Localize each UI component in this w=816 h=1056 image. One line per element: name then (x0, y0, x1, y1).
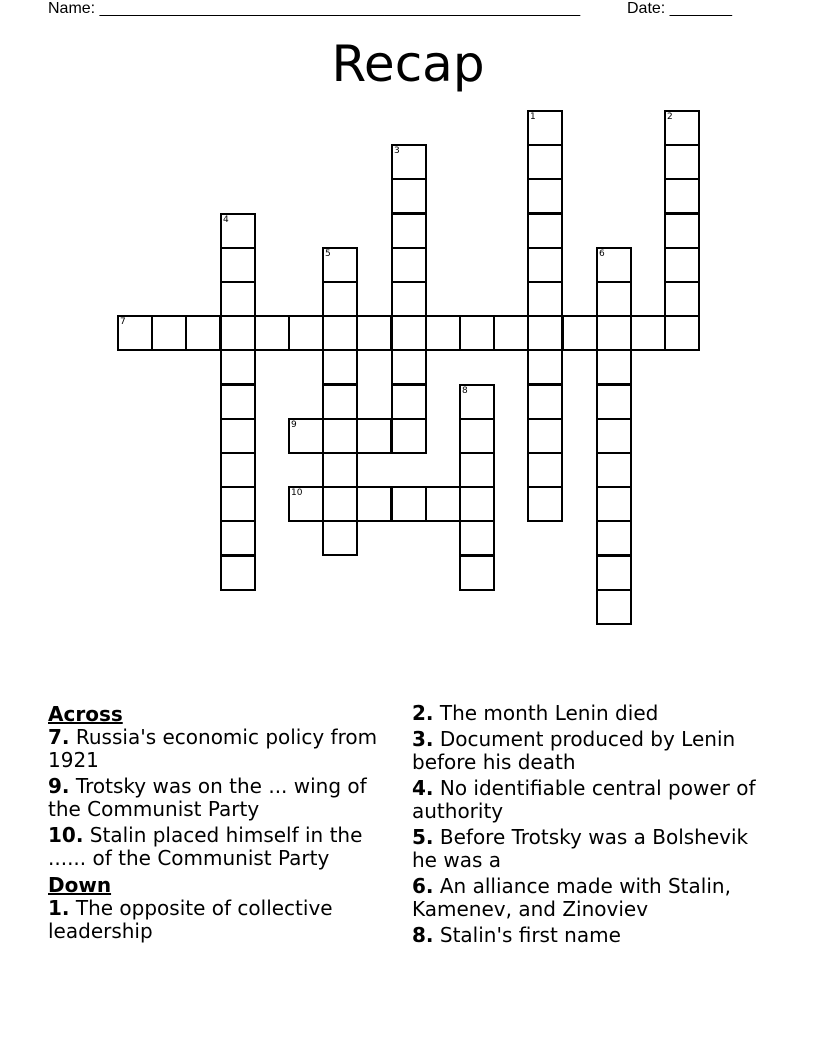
clue-across-7 (48, 726, 393, 772)
grid-cell[interactable] (391, 178, 427, 214)
grid-cell[interactable] (459, 315, 495, 351)
cell-number: 7 (120, 317, 126, 327)
clues-column-left (48, 702, 393, 946)
grid-cell[interactable] (391, 213, 427, 249)
grid-cell[interactable] (664, 247, 700, 283)
clue-number: 8. (412, 923, 434, 947)
grid-cell[interactable] (322, 281, 358, 317)
clue-text: The opposite of collective leadership (48, 896, 333, 943)
grid-cell[interactable] (391, 486, 427, 522)
grid-cell[interactable] (322, 452, 358, 488)
grid-cell[interactable] (459, 520, 495, 556)
grid-cell[interactable] (664, 178, 700, 214)
grid-cell[interactable] (322, 247, 358, 283)
across-heading: Across (48, 702, 123, 726)
grid-cell[interactable] (527, 486, 563, 522)
clue-across-9 (48, 775, 393, 821)
grid-cell[interactable] (596, 486, 632, 522)
grid-cell[interactable] (220, 247, 256, 283)
grid-cell[interactable] (459, 486, 495, 522)
clue-text: Stalin's first name (439, 923, 621, 947)
grid-cell[interactable] (596, 349, 632, 385)
grid-cell[interactable] (664, 110, 700, 146)
grid-cell[interactable] (459, 555, 495, 591)
grid-cell[interactable] (356, 315, 392, 351)
grid-cell[interactable] (151, 315, 187, 351)
grid-cell[interactable] (220, 349, 256, 385)
grid-cell[interactable] (391, 349, 427, 385)
grid-cell[interactable] (322, 486, 358, 522)
down-heading: Down (48, 873, 112, 897)
grid-cell[interactable] (527, 110, 563, 146)
clue-number: 6. (412, 874, 434, 898)
grid-cell[interactable] (220, 452, 256, 488)
page-title: Recap (331, 35, 485, 93)
grid-cell[interactable] (527, 452, 563, 488)
name-field-label: Name: ______________________________________________________ (48, 0, 581, 17)
grid-cell[interactable] (220, 418, 256, 454)
grid-cell[interactable] (493, 315, 529, 351)
grid-cell[interactable] (596, 384, 632, 420)
grid-cell[interactable] (220, 315, 256, 351)
grid-cell[interactable] (527, 315, 563, 351)
grid-cell[interactable] (596, 452, 632, 488)
clue-down-1 (48, 897, 393, 943)
grid-cell[interactable] (527, 213, 563, 249)
grid-cell[interactable] (527, 384, 563, 420)
grid-cell[interactable] (596, 315, 632, 351)
grid-cell[interactable] (425, 315, 461, 351)
clue-number: 4. (412, 776, 434, 800)
grid-cell[interactable] (391, 247, 427, 283)
grid-cell[interactable] (288, 315, 324, 351)
clue-down-4 (412, 777, 757, 823)
grid-cell[interactable] (664, 281, 700, 317)
grid-cell[interactable] (664, 315, 700, 351)
clue-number: 3. (412, 727, 434, 751)
clue-down-8 (412, 924, 757, 947)
grid-cell[interactable] (664, 144, 700, 180)
grid-cell[interactable] (220, 384, 256, 420)
clue-number: 9. (48, 774, 70, 798)
grid-cell[interactable] (356, 418, 392, 454)
clue-down-3 (412, 728, 757, 774)
grid-cell[interactable] (322, 384, 358, 420)
grid-cell[interactable] (220, 486, 256, 522)
cell-number: 4 (223, 215, 229, 225)
grid-cell[interactable] (527, 144, 563, 180)
grid-cell[interactable] (527, 281, 563, 317)
grid-cell[interactable] (322, 418, 358, 454)
grid-cell[interactable] (288, 418, 324, 454)
grid-cell[interactable] (391, 281, 427, 317)
grid-cell[interactable] (391, 418, 427, 454)
grid-cell[interactable] (322, 520, 358, 556)
clues-column-right (412, 702, 757, 950)
grid-cell[interactable] (596, 589, 632, 625)
cell-number: 2 (667, 112, 673, 122)
grid-cell[interactable] (391, 384, 427, 420)
grid-cell[interactable] (459, 418, 495, 454)
clue-number: 7. (48, 725, 70, 749)
cell-number: 8 (462, 386, 468, 396)
grid-cell[interactable] (220, 520, 256, 556)
clue-across-10 (48, 824, 393, 870)
grid-cell[interactable] (596, 418, 632, 454)
grid-cell[interactable] (596, 520, 632, 556)
grid-cell[interactable] (425, 486, 461, 522)
cell-number: 5 (325, 249, 331, 259)
grid-cell[interactable] (220, 555, 256, 591)
cell-number: 9 (291, 420, 297, 430)
cell-number: 3 (394, 146, 400, 156)
clue-text: Document produced by Lenin before his death (412, 727, 736, 774)
grid-cell[interactable] (117, 315, 153, 351)
grid-cell[interactable] (527, 178, 563, 214)
grid-cell[interactable] (185, 315, 221, 351)
clue-text: Trotsky was on the ... wing of the Communist Party (48, 774, 367, 821)
grid-cell[interactable] (664, 213, 700, 249)
clue-text: The month Lenin died (439, 701, 659, 725)
clue-down-6 (412, 875, 757, 921)
grid-cell[interactable] (459, 452, 495, 488)
clue-down-2 (412, 702, 757, 725)
clue-text: No identifiable central power of authority (412, 776, 756, 823)
clue-down-5 (412, 826, 757, 872)
grid-cell[interactable] (562, 315, 598, 351)
cell-number: 1 (530, 112, 536, 122)
grid-cell[interactable] (220, 281, 256, 317)
grid-cell[interactable] (596, 247, 632, 283)
grid-cell[interactable] (288, 486, 324, 522)
cell-number: 10 (291, 488, 303, 498)
clue-number: 10. (48, 823, 84, 847)
grid-cell[interactable] (322, 349, 358, 385)
grid-cell[interactable] (254, 315, 290, 351)
grid-cell[interactable] (356, 486, 392, 522)
grid-cell[interactable] (527, 418, 563, 454)
date-field-label: Date: _______ (627, 0, 732, 17)
clue-number: 1. (48, 896, 70, 920)
clue-text: Stalin placed himself in the ...... of the Communist Party (48, 823, 363, 870)
clue-number: 5. (412, 825, 434, 849)
grid-cell[interactable] (596, 555, 632, 591)
cell-number: 6 (599, 249, 605, 259)
grid-cell[interactable] (391, 144, 427, 180)
grid-cell[interactable] (527, 349, 563, 385)
grid-cell[interactable] (322, 315, 358, 351)
grid-cell[interactable] (527, 247, 563, 283)
grid-cell[interactable] (391, 315, 427, 351)
clue-text: An alliance made with Stalin, Kamenev, and Zinoviev (412, 874, 731, 921)
clue-text: Russia's economic policy from 1921 (48, 725, 378, 772)
clue-text: Before Trotsky was a Bolshevik he was a (412, 825, 749, 872)
grid-cell[interactable] (459, 384, 495, 420)
grid-cell[interactable] (220, 213, 256, 249)
grid-cell[interactable] (596, 281, 632, 317)
grid-cell[interactable] (630, 315, 666, 351)
clue-number: 2. (412, 701, 434, 725)
